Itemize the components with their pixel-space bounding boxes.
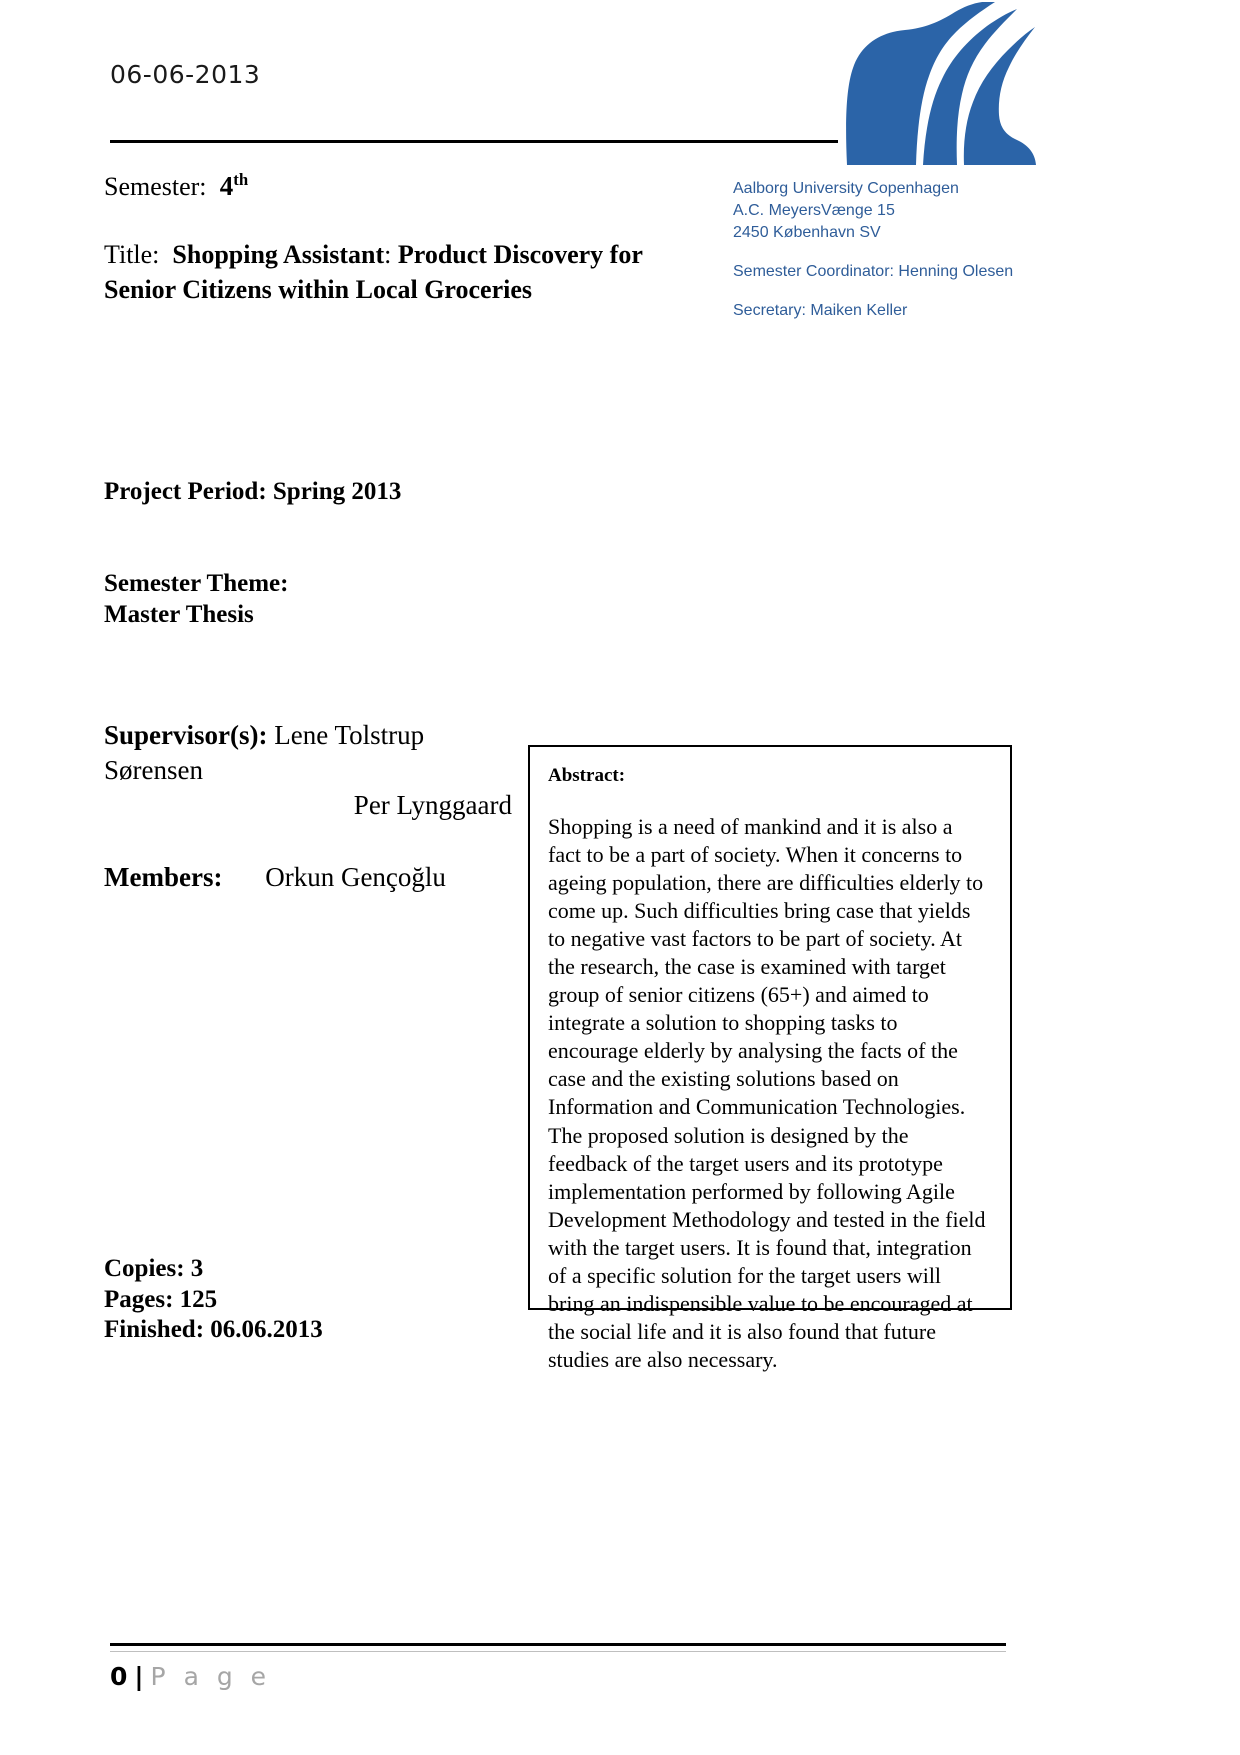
semester-label: Semester: (104, 172, 207, 201)
semester-theme-value: Master Thesis (104, 601, 254, 629)
footer-divider-thick (110, 1643, 1006, 1646)
supervisor-name-2: Per Lynggaard (353, 790, 512, 821)
semester-theme-label: Semester Theme: (104, 570, 289, 597)
footer-divider-thin (110, 1651, 1006, 1652)
footer-page-word: P a g e (150, 1662, 272, 1691)
title-label: Title: (104, 240, 160, 269)
abstract-box (528, 745, 1012, 1372)
university-name: Aalborg University Copenhagen (733, 180, 959, 197)
footer-separator: | (134, 1662, 144, 1691)
semester-ordinal: th (233, 170, 249, 189)
title-main: Shopping Assistant (172, 240, 385, 269)
supervisors-block (104, 718, 524, 823)
university-city: 2450 København SV (733, 224, 881, 242)
header-divider (110, 140, 838, 143)
thesis-title (104, 238, 704, 307)
title-colon: : (384, 240, 392, 269)
abstract-body: Shopping is a need of mankind and it is also a fact to be a part of society. When it concerns to ageing population, there are difficulties elderly to come up. Such difficulties bring case that yields to negative vast factors to be part of society. At the research, the case is examined with target group of senior citizens (65+) and aimed to integrate a solution to shopping tasks to encourage elderly by analysing the facts of the case and the existing solutions based on Information and Communication Technologies. The proposed solution is designed by the feedback of the target users and its prototype implementation performed by following Agile Development Methodology and tested in the field with the target users. It is found that, integration of a specific solution for the target users will bring an indispensible value to be encouraged at the social life and it is also found that future studies are also necessary. (548, 814, 986, 1372)
aalborg-university-logo (843, 2, 1039, 165)
document-date: 06-06-2013 (110, 60, 261, 89)
pages-count: Pages: 125 (104, 1285, 218, 1313)
supervisor-name-1: Lene Tolstrup Sørensen (104, 720, 425, 786)
footer-page-indicator (110, 1662, 271, 1691)
semester-theme-block (104, 568, 288, 631)
university-info-block (733, 178, 1013, 322)
copies-pages-block (104, 1254, 323, 1346)
semester-value: 4 (219, 171, 234, 201)
semester-line (104, 170, 248, 202)
university-street: A.C. MeyersVænge 15 (733, 202, 895, 220)
title-rest: Product Discovery for Senior Citizens within Local Groceries (104, 240, 643, 304)
abstract-title: Abstract: (548, 765, 626, 786)
secretary: Secretary: Maiken Keller (733, 302, 908, 320)
semester-coordinator: Semester Coordinator: Henning Olesen (733, 263, 1014, 281)
footer-page-number: 0 (110, 1662, 128, 1691)
finished-date: Finished: 06.06.2013 (104, 1316, 323, 1343)
supervisors-label: Supervisor(s): (104, 720, 268, 750)
copies-count: Copies: 3 (104, 1255, 204, 1282)
member-name-1: Orkun Gençoğlu (265, 862, 446, 892)
project-period: Project Period: Spring 2013 (104, 478, 402, 505)
members-label: Members: (104, 862, 223, 892)
members-block (104, 862, 446, 893)
